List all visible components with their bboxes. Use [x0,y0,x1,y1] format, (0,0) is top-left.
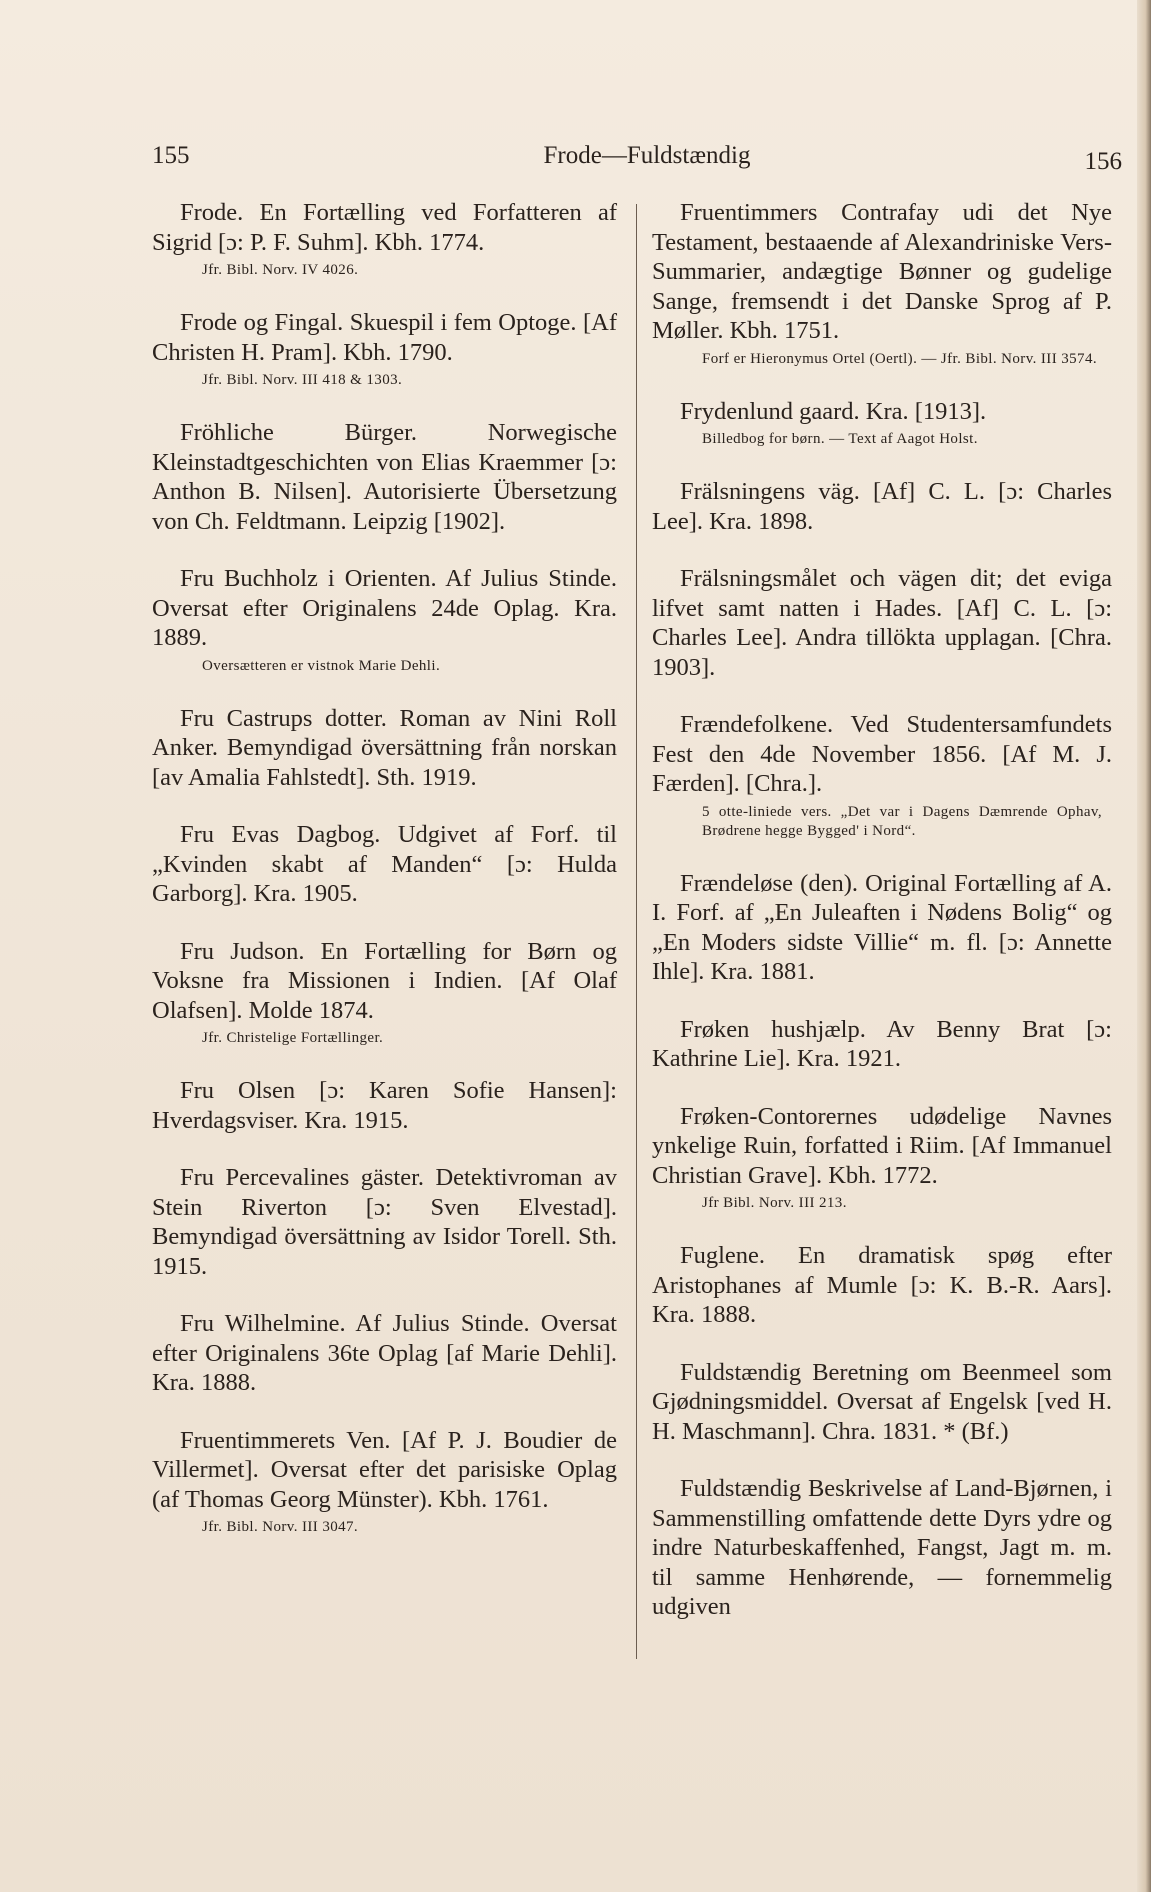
running-head [152,142,1122,178]
entry [652,1015,1112,1074]
entry-text: Frode. En Fortælling ved Forfatteren af Sigrid [ɔ: P. F. Suhm]. Kbh. 1774. [152,199,617,256]
entry-text: Frydenlund gaard. Kra. [1913]. [680,397,987,425]
entry-note: 5 otte-liniede vers. „Det var i Dagens Dæmrende Ophav, Brødrene hegge Bygged' i Nord“. [702,803,1102,839]
entry-text: Frændefolkene. Ved Studentersamfundets Fest den 4de November 1856. [Af M. J. Færden]. [Chra.]. [652,711,1112,797]
entry-note: Jfr Bibl. Norv. III 213. [702,1195,847,1211]
entry [652,710,1112,841]
page-edge-shadow [1137,0,1151,1892]
entry [652,1358,1112,1447]
entry [152,937,617,1049]
entry [152,418,617,536]
entry [652,397,1112,450]
entry-text: Frændeløse (den). Original Fortælling af A. I. Forf. af „En Juleaften i Nødens Bolig“ og „En Moders sidste Villie“ m. fl. [ɔ: Annette Ihle]. Kra. 1881. [652,869,1112,985]
entry-text: Fuglene. En dramatisk spøg efter Aristophanes af Mumle [ɔ: K. B.-R. Aars]. Kra. 1888. [652,1242,1112,1328]
entry [652,1241,1112,1330]
entry-text: Fru Castrups dotter. Roman av Nini Roll Anker. Bemyndigad översättning från norskan [av Amalia Fahlstedt]. Sth. 1919. [152,704,617,791]
entry-text: Frode og Fingal. Skuespil i fem Optoge. [Af Christen H. Pram]. Kbh. 1790. [152,309,617,366]
entry-note: Oversætteren er vistnok Marie Dehli. [202,657,441,674]
entry [652,477,1112,536]
entry-text: Fru Olsen [ɔ: Karen Sofie Hansen]: Hverdagsviser. Kra. 1915. [152,1077,617,1134]
entry-note: Forf er Hieronymus Ortel (Oertl). — Jfr. Bibl. Norv. III 3574. [702,350,1098,367]
page-number-left: 155 [152,142,190,169]
entry [152,820,617,909]
entry [152,564,617,676]
entry-text: Fru Percevalines gäster. Detektivroman av Stein Riverton [ɔ: Sven Elvestad]. Bemyndigad översättning av Isidor Torell. Sth. 1915. [152,1164,617,1280]
entry-text: Frälsningens väg. [Af] C. L. [ɔ: Charles Lee]. Kra. 1898. [652,478,1112,535]
page-number-right: 156 [1084,148,1122,175]
entry [152,1309,617,1398]
column-divider [636,204,637,1659]
entry-text: Frøken hushjælp. Av Benny Brat [ɔ: Kathrine Lie]. Kra. 1921. [652,1015,1112,1072]
entry [652,198,1112,369]
entry-text: Fru Wilhelmine. Af Julius Stinde. Oversat efter Originalens 36te Oplag [af Marie Dehli]. Kra. 1888. [152,1310,617,1396]
entry [152,308,617,390]
entry [152,704,617,793]
entry-note: Jfr. Bibl. Norv. IV 4026. [202,262,359,278]
entry-text: Fruentimmerets Ven. [Af P. J. Boudier de Villermet]. Oversat efter det parisiske Oplag (af Thomas Georg Münster). Kbh. 1761. [152,1426,617,1513]
entry-text: Fröhliche Bürger. Norwegische Kleinstadtgeschichten von Elias Kraemmer [ɔ: Anthon B. Nilsen]. Autorisierte Übersetzung von Ch. Feldtmann. Leipzig [1902]. [152,419,617,535]
entry [652,564,1112,682]
entry [152,1426,617,1538]
entry [152,198,617,280]
entry [652,1102,1112,1214]
entry-text: Fuldstændig Beretning om Beenmeel som Gjødningsmiddel. Oversat af Engelsk [ved H. H. Maschmann]. Chra. 1831. * (Bf.) [652,1358,1112,1445]
entry-text: Frøken-Contorernes udødelige Navnes ynkelige Ruin, forfatted i Riim. [Af Immanuel Christian Grave]. Kbh. 1772. [652,1102,1112,1189]
entry-text: Fuldstændig Beskrivelse af Land-Bjørnen, i Sammenstilling omfattende dette Dyrs ydre og indre Naturbeskaffenhed, Fangst, Jagt m. m. til samme Henhørende, — fornemmelig udgiven [652,1475,1112,1620]
right-column [652,198,1112,1650]
entry [652,1474,1112,1622]
entry-text: Fru Buchholz i Orienten. Af Julius Stinde. Oversat efter Originalens 24de Oplag. Kra. 1889. [152,565,617,651]
entry-text: Fru Judson. En Fortælling for Børn og Voksne fra Missionen i Indien. [Af Olaf Olafsen]. Molde 1874. [152,937,617,1024]
entry [152,1076,617,1135]
running-title: Frode—Fuldstændig [543,142,751,169]
entry-note: Jfr. Bibl. Norv. III 3047. [202,1519,359,1535]
entry-text: Fruentimmers Contrafay udi det Nye Testament, bestaaende af Alexandriniske Vers-Summarier, andægtige Bønner og gudelige Sange, fremsendt i det Danske Sprog af P. Møller. Kbh. 1751. [652,199,1112,344]
entry [652,869,1112,987]
entry-text: Fru Evas Dagbog. Udgivet af Forf. til „Kvinden skabt af Manden“ [ɔ: Hulda Garborg]. Kra. 1905. [152,821,617,907]
entry-note: Jfr. Christelige Fortællinger. [202,1030,384,1046]
entry-note: Jfr. Bibl. Norv. III 418 & 1303. [202,372,403,388]
entry-note: Billedbog for børn. — Text af Aagot Holst. [702,431,978,447]
entry-text: Frälsningsmålet och vägen dit; det eviga lifvet samt natten i Hades. [Af] C. L. [ɔ: Charles Lee]. Andra tillökta upplagan. [Chra. 1903]. [652,565,1112,681]
left-column [152,198,617,1565]
entry [152,1163,617,1281]
